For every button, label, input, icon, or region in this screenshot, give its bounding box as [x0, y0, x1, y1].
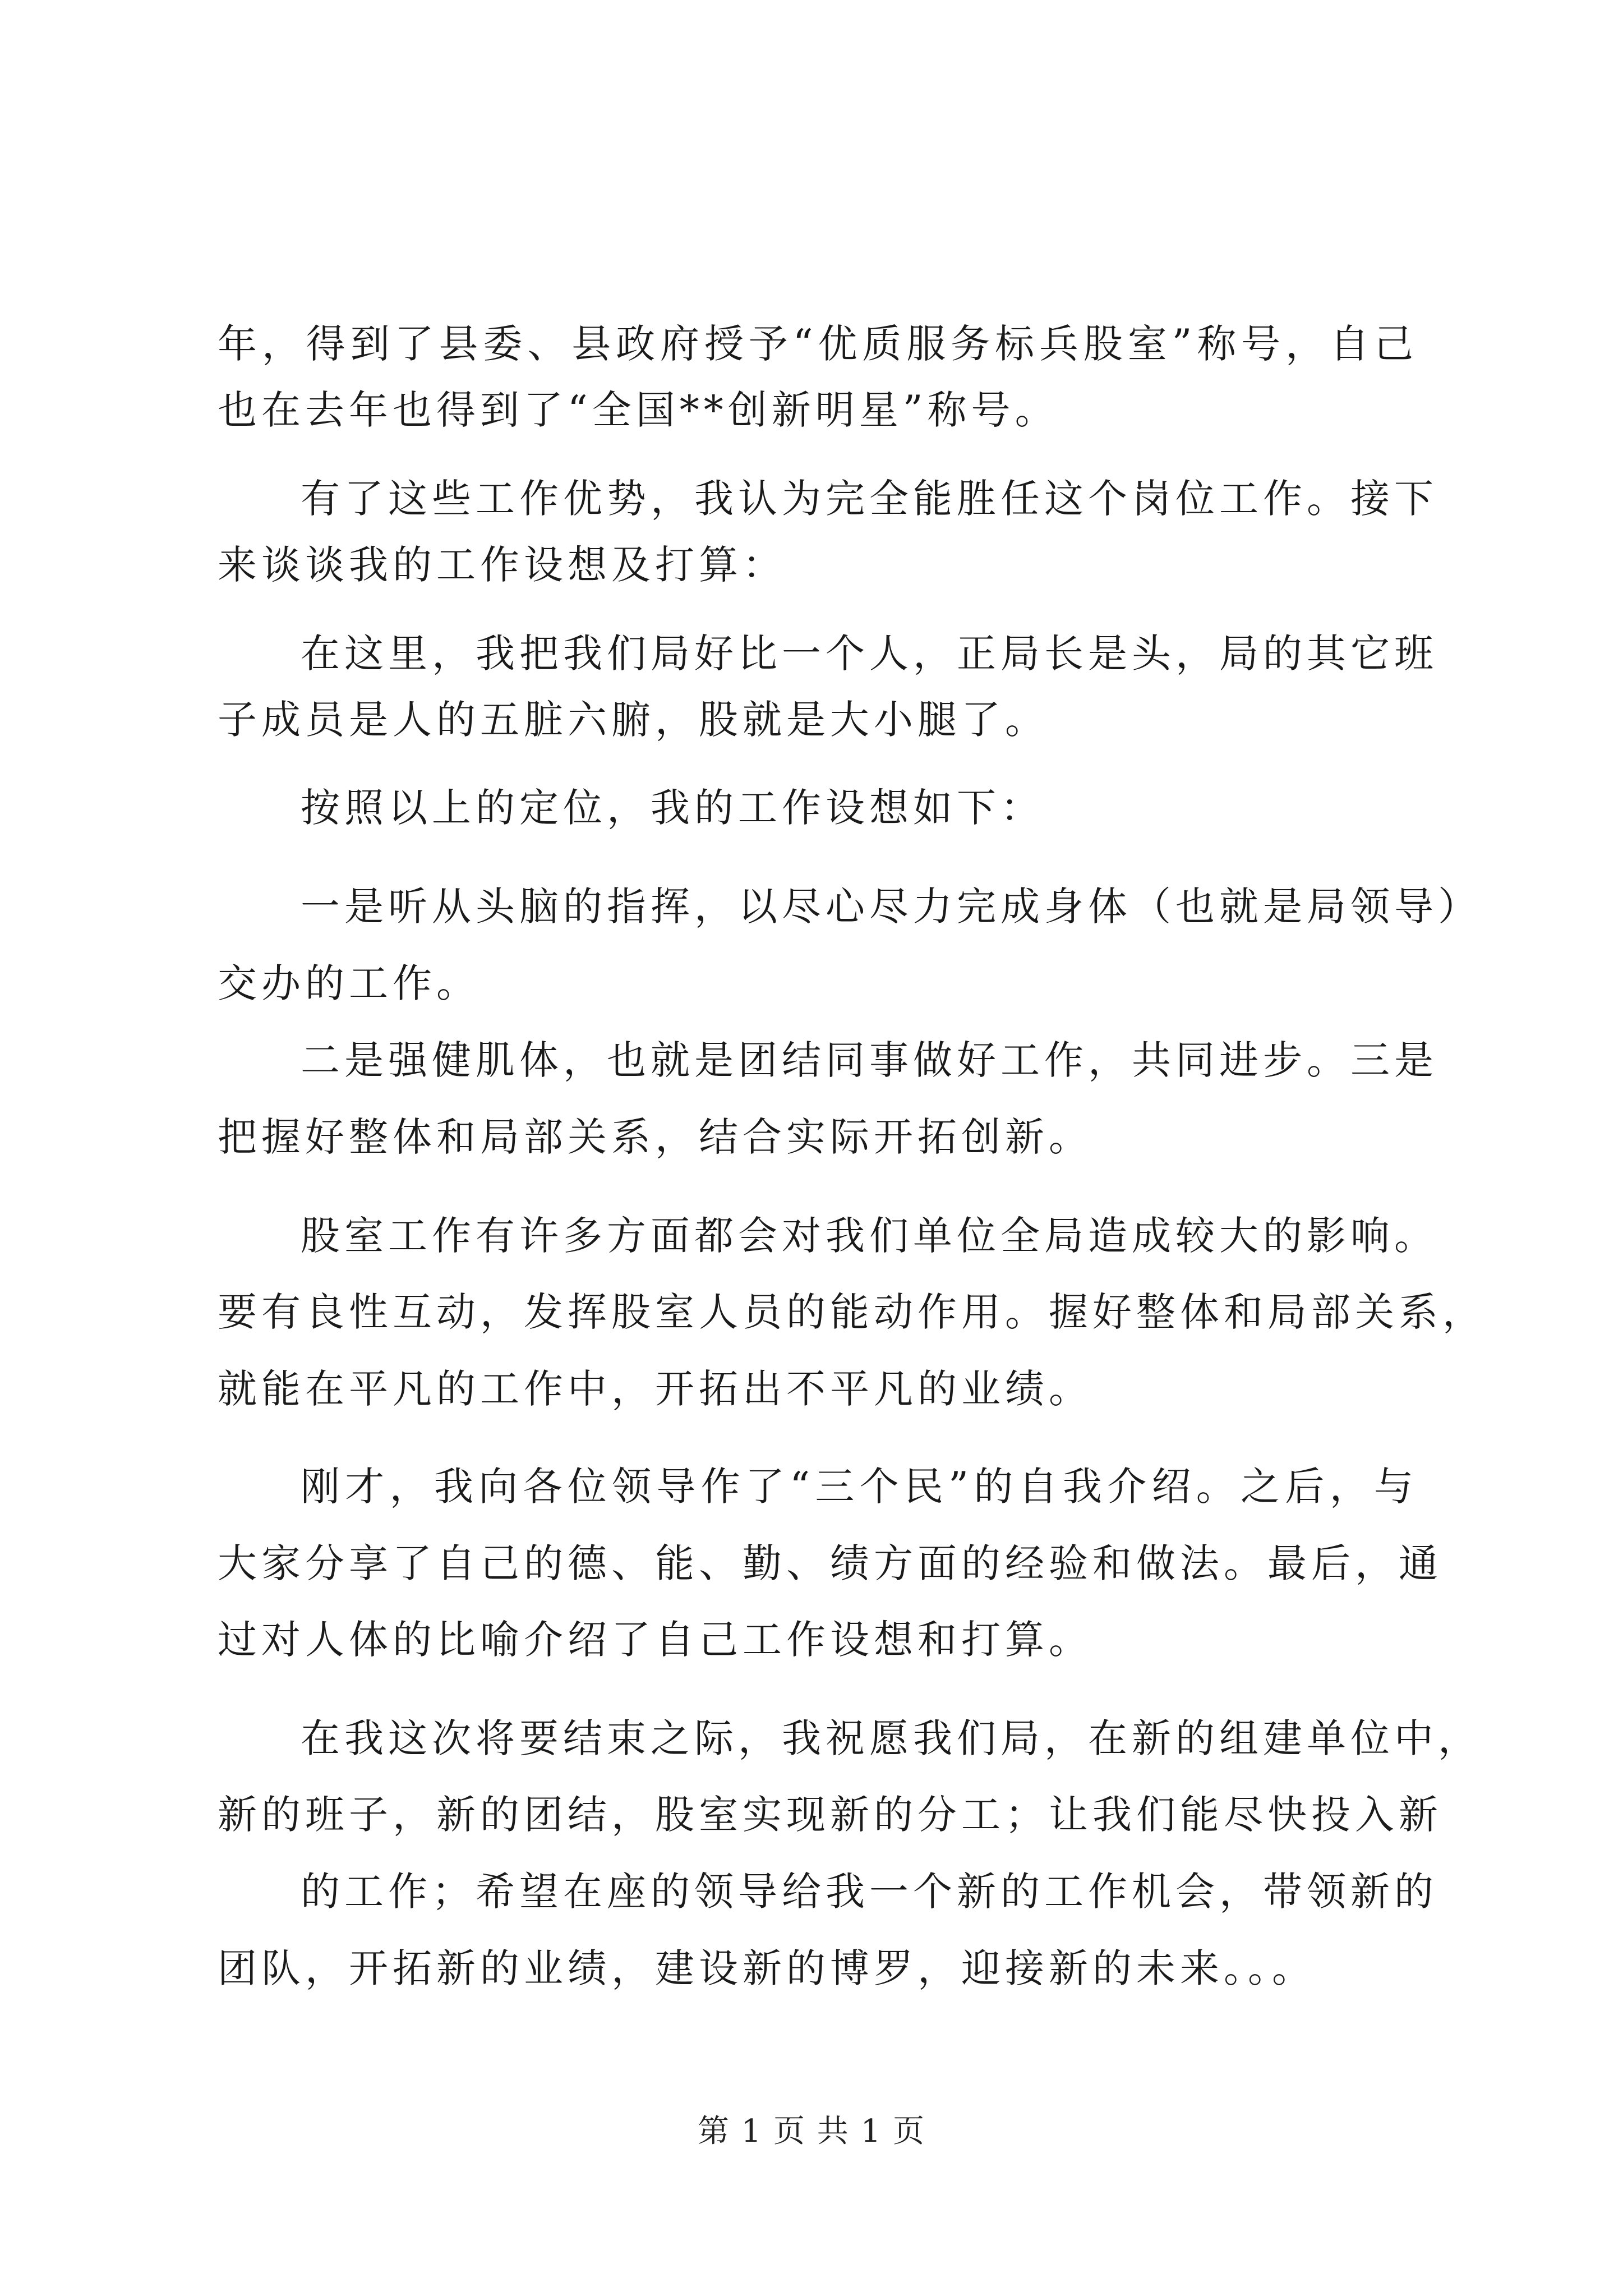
body-text-line: 按照以上的定位，我的工作设想如下：: [301, 785, 1044, 831]
body-text-line: 就能在平凡的工作中，开拓出不平凡的业绩。: [218, 1366, 1092, 1412]
body-text-line: 在我这次将要结束之际，我祝愿我们局，在新的组建单位中，: [301, 1715, 1482, 1761]
body-text-line: 新的班子，新的团结，股室实现新的分工；让我们能尽快投入新: [218, 1792, 1442, 1838]
body-text-line: 过对人体的比喻介绍了自己工作设想和打算。: [218, 1617, 1092, 1663]
body-text-line: 也在去年也得到了“全国**创新明星”称号。: [218, 387, 1059, 433]
page-number-footer: 第 1 页 共 1 页: [697, 2113, 926, 2150]
body-text-line: 年，得到了县委、县政府授予“优质服务标兵股室”称号，自己: [218, 321, 1418, 367]
body-text-line: 刚才，我向各位领导作了“三个民”的自我介绍。之后，与: [301, 1464, 1418, 1510]
body-text-line: 子成员是人的五脏六腑，股就是大小腿了。: [218, 697, 1049, 743]
body-text-line: 要有良性互动，发挥股室人员的能动作用。握好整体和局部关系，: [218, 1289, 1486, 1335]
body-text-line: 交办的工作。: [218, 960, 480, 1006]
body-text-line: 在这里，我把我们局好比一个人，正局长是头，局的其它班: [301, 631, 1438, 677]
body-text-line: 来谈谈我的工作设想及打算：: [218, 542, 786, 588]
body-text-line: 团队，开拓新的业绩，建设新的博罗，迎接新的未来。。。: [218, 1945, 1316, 1991]
body-text-line: 一是听从头脑的指挥，以尽心尽力完成身体（也就是局领导）: [301, 884, 1482, 930]
body-text-line: 股室工作有许多方面都会对我们单位全局造成较大的影响。: [301, 1213, 1438, 1259]
body-text-line: 把握好整体和局部关系，结合实际开拓创新。: [218, 1114, 1092, 1160]
body-text-line: 有了这些工作优势，我认为完全能胜任这个岗位工作。接下: [301, 476, 1438, 522]
body-text-line: 的工作；希望在座的领导给我一个新的工作机会，带领新的: [301, 1869, 1438, 1915]
body-text-line: 大家分享了自己的德、能、勤、绩方面的经验和做法。最后，通: [218, 1540, 1442, 1586]
body-text-line: 二是强健肌体，也就是团结同事做好工作，共同进步。三是: [301, 1037, 1438, 1083]
